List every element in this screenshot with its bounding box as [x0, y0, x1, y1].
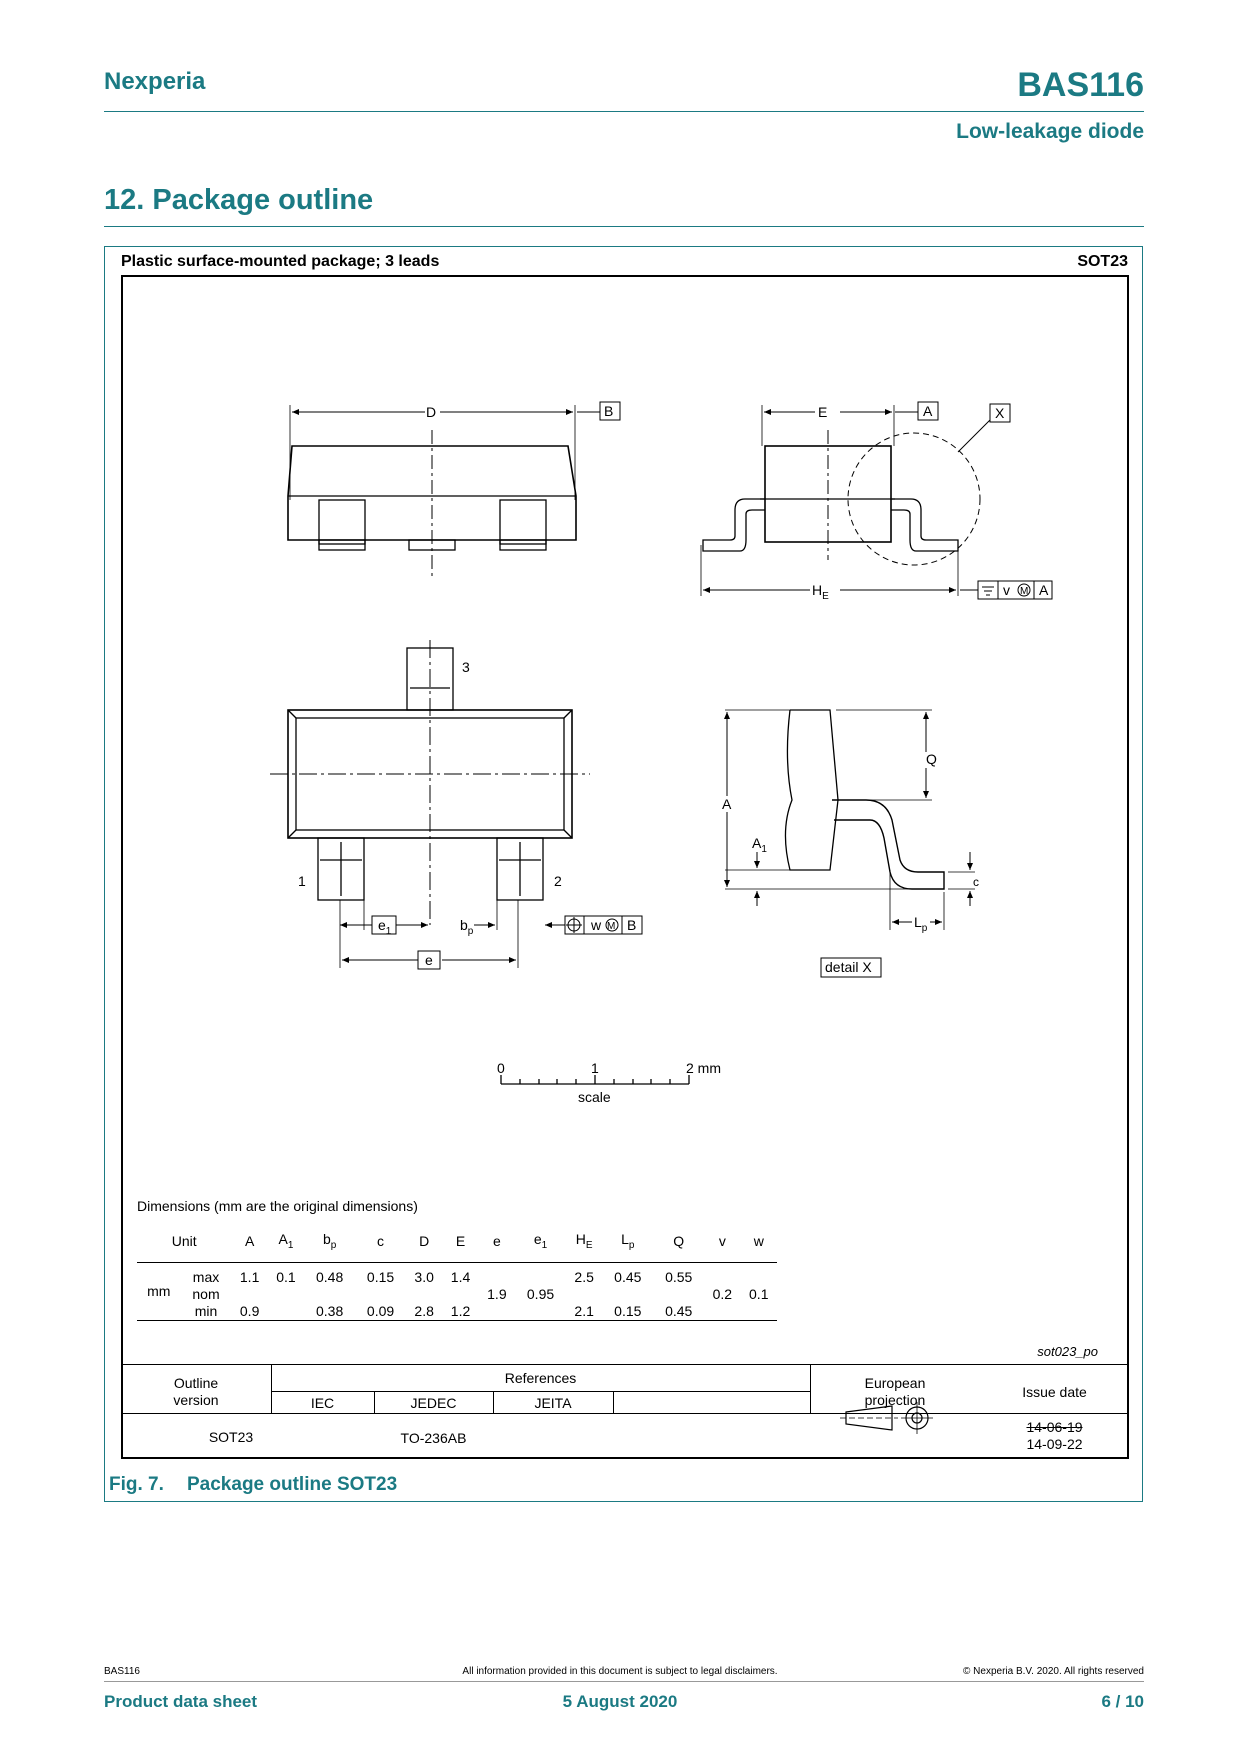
dim-header-cell: Q: [673, 1233, 685, 1249]
label-detail-x: detail X: [825, 959, 872, 975]
label-bp: $b_p$: [460, 917, 474, 937]
dim-header-cell: v: [718, 1233, 726, 1249]
label-b-tol: B: [627, 917, 637, 933]
dim-value-cell: 0.95: [526, 1286, 555, 1302]
outline-version-value: SOT23: [208, 1429, 254, 1445]
footer-doc-id: BAS116: [104, 1666, 140, 1677]
dim-value-cell: 3.0 2.8: [414, 1269, 434, 1319]
drawing-id: sot023_po: [1037, 1344, 1098, 1359]
dim-header-cell: $A_1$: [278, 1231, 294, 1251]
references-table: [121, 1364, 1129, 1460]
label-m-w: M: [607, 921, 616, 932]
dim-header-cell: E: [455, 1233, 466, 1249]
part-number: BAS116: [1017, 66, 1144, 104]
package-code: SOT23: [1077, 253, 1128, 270]
label-a-datum: A: [923, 403, 933, 419]
issue-date-label: Issue date: [1022, 1384, 1087, 1400]
dim-value-cell: 1.9: [487, 1286, 507, 1302]
dim-header-cell: D: [419, 1233, 430, 1249]
label-c: c: [973, 875, 979, 889]
section-title: 12. Package outline: [104, 184, 374, 216]
label-pin3: 3: [462, 659, 470, 675]
rt-divider: [121, 1413, 1129, 1414]
dimensions-table: [137, 1220, 777, 1321]
issue-date-new: 14-09-22: [1026, 1436, 1083, 1452]
label-pin1: 1: [298, 873, 306, 889]
label-d: D: [426, 404, 437, 420]
footer-date: 5 August 2020: [562, 1692, 678, 1711]
figure-caption-text: Package outline SOT23: [187, 1474, 398, 1495]
package-title: Plastic surface-mounted package; 3 leads: [121, 253, 440, 270]
dim-header-cell: c: [377, 1233, 385, 1249]
label-e1: $e_1$: [378, 917, 392, 937]
rt-divider: [613, 1391, 614, 1413]
references-label: References: [504, 1370, 577, 1386]
scale-bar: [501, 1075, 689, 1084]
dim-value-cell: 2.5 2.1: [574, 1269, 594, 1319]
scale-label: scale: [578, 1089, 611, 1105]
dim-header-cell: $H_E$: [575, 1231, 593, 1251]
dim-value-cell: 1.1 0.9: [239, 1269, 260, 1319]
dim-header-cell: e: [492, 1233, 501, 1249]
dim-value-cell: 0.48 0.38: [316, 1269, 344, 1319]
dim-value-cell: 0.1: [276, 1269, 296, 1285]
footer-doc-type: Product data sheet: [104, 1692, 258, 1711]
label-q: Q: [926, 751, 937, 767]
footer-rule: [104, 1681, 1144, 1682]
label-a-height: A: [722, 796, 732, 812]
label-w: w: [591, 917, 602, 933]
label-a-tol: A: [1039, 582, 1049, 598]
jeita-label: JEITA: [534, 1395, 572, 1411]
label-e-pitch: e: [425, 952, 433, 968]
part-description: Low-leakage diode: [956, 120, 1144, 143]
dim-value-cell: 0.1: [749, 1286, 769, 1302]
dim-value-cell: 0.2: [712, 1286, 733, 1302]
footer-page: 6 / 10: [1101, 1692, 1144, 1711]
footer-legal: All information provided in this document is subject to legal disclaimers.: [462, 1666, 778, 1677]
scale-zero: 0: [497, 1060, 505, 1076]
outline-version-label: Outline version: [173, 1375, 219, 1408]
dimensions-header-row: [137, 1220, 777, 1263]
dim-header-cell: $b_p$: [322, 1231, 337, 1251]
label-lp: $L_p$: [914, 914, 928, 934]
european-projection-label: European projection: [864, 1375, 926, 1408]
dim-header-cell: A: [244, 1233, 255, 1249]
row-labels-cell: max nom min: [192, 1269, 220, 1319]
dim-header-cell: w: [753, 1233, 764, 1249]
dim-value-cell: 0.15 0.09: [366, 1269, 395, 1319]
brand-name: Nexperia: [104, 68, 206, 95]
issue-date-old: 14-06-19: [1026, 1419, 1083, 1435]
dimensions-caption: Dimensions (mm are the original dimensions): [137, 1198, 418, 1214]
scale-one: 1: [591, 1060, 599, 1076]
dim-value-cell: 0.45 0.15: [614, 1269, 642, 1319]
iec-label: IEC: [310, 1395, 335, 1411]
label-m-v: M: [1020, 586, 1029, 597]
plan-view-drawing: [270, 640, 642, 969]
footer-copyright: © Nexperia B.V. 2020. All rights reserved: [963, 1666, 1144, 1677]
label-he: $H_E$: [812, 582, 829, 602]
end-view-drawing: [701, 402, 1052, 599]
side-view-drawing: [288, 402, 620, 578]
dim-header-cell: $L_p$: [621, 1231, 635, 1251]
rt-divider: [271, 1391, 810, 1392]
jedec-label: JEDEC: [410, 1395, 457, 1411]
label-v: v: [1003, 582, 1010, 598]
label-e: E: [818, 404, 828, 420]
dim-value-cell: 0.55 0.45: [665, 1269, 693, 1319]
label-b: B: [604, 403, 614, 419]
label-x: X: [995, 405, 1005, 421]
dim-header-cell: $e_1$: [533, 1231, 548, 1251]
jedec-value: TO-236AB: [400, 1430, 467, 1446]
figure-caption-number: Fig. 7.: [109, 1474, 164, 1495]
scale-two: 2 mm: [686, 1060, 721, 1076]
dim-value-cell: 1.4 1.2: [450, 1269, 471, 1319]
label-pin2: 2: [554, 873, 562, 889]
label-a1: $A_1$: [752, 835, 767, 855]
unit-cell: mm: [147, 1283, 171, 1299]
dim-header-cell: Unit: [171, 1233, 197, 1249]
dimensions-data-row: [137, 1263, 777, 1321]
